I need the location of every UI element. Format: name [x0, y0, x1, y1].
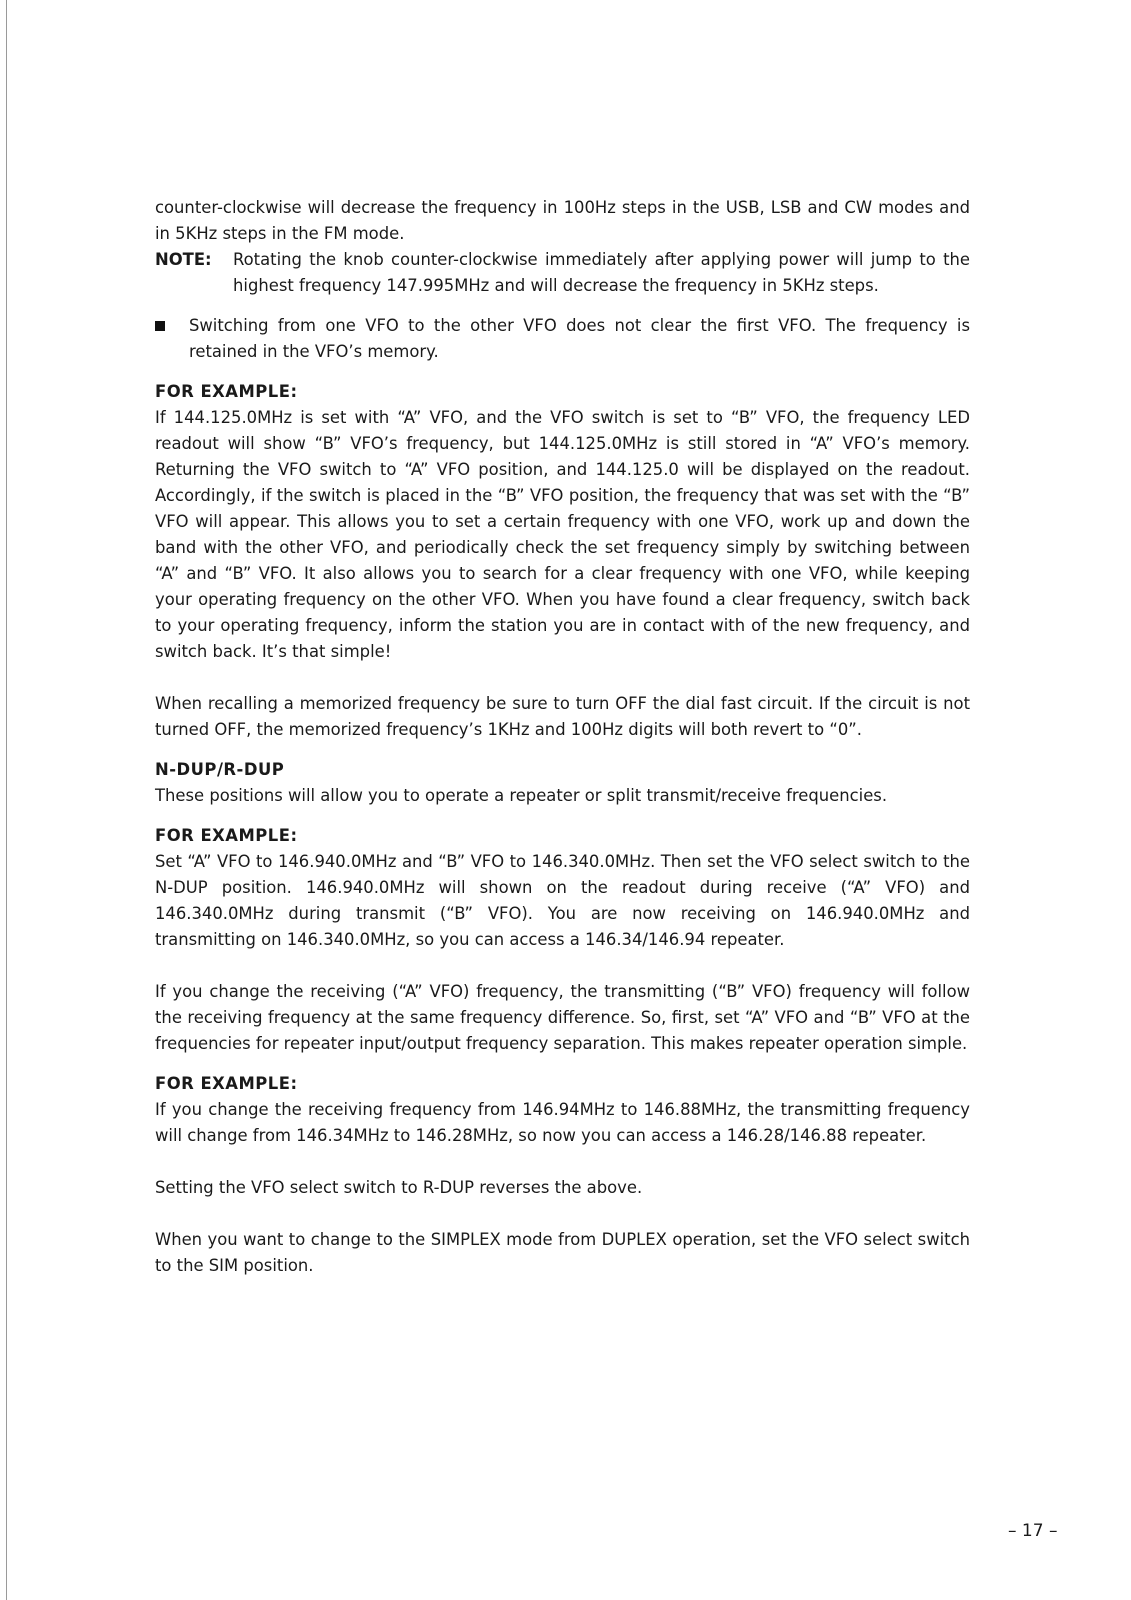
example-1-text: If 144.125.0MHz is set with “A” VFO, and the VFO switch is set to “B” VFO, the frequency LED readout will show “B” VFO’s frequency, but 144.125.0MHz is still stored in “A” VFO’s memory. Returning the VFO switch to “A” VFO position, and 144.125.0 will be displayed on the readout. Accordingly, if the switch is placed in the “B” VFO position, the frequency that was set with the “B” VFO will appear. This allows you to set a certain frequency with one VFO, work up and down the band with the other VFO, and periodically check the set frequency simply by switching between “A” and “B” VFO. It also allows you to search for a clear frequency with one VFO, while keeping your operating frequency on the other VFO. When you have found a clear frequency, switch back to your operating frequency, inform the station you are in contact with of the new frequency, and switch back. It’s that simple!	[155, 408, 970, 661]
example-2-heading: FOR EXAMPLE:	[155, 826, 298, 845]
intro-paragraph: counter-clockwise will decrease the frequency in 100Hz steps in the USB, LSB and CW modes and in 5KHz steps in the FM mode.	[155, 198, 970, 243]
change-paragraph: If you change the receiving (“A” VFO) frequency, the transmitting (“B” VFO) frequency will follow the receiving frequency at the same frequency difference. So, first, set “A” VFO and “B” VFO at the frequencies for repeater input/output frequency separation. This makes repeater operation simple.	[155, 982, 970, 1053]
page-number: – 17 –	[1008, 1521, 1058, 1541]
example-3-heading: FOR EXAMPLE:	[155, 1074, 298, 1093]
example-1-heading: FOR EXAMPLE:	[155, 382, 298, 401]
note-block	[155, 247, 970, 299]
bullet-item	[155, 313, 970, 365]
example-3-text: If you change the receiving frequency from 146.94MHz to 146.88MHz, the transmitting frequency will change from 146.34MHz to 146.28MHz, so now you can access a 146.28/146.88 repeater.	[155, 1100, 970, 1145]
ndup-text: These positions will allow you to operate a repeater or split transmit/receive frequencies.	[155, 786, 888, 805]
rdup-paragraph: Setting the VFO select switch to R-DUP reverses the above.	[155, 1178, 643, 1197]
note-text: Rotating the knob counter-clockwise immediately after applying power will jump to the highest frequency 147.995MHz and will decrease the frequency in 5KHz steps.	[233, 250, 970, 295]
example-2-text: Set “A” VFO to 146.940.0MHz and “B” VFO to 146.340.0MHz. Then set the VFO select switch to the N-DUP position. 146.940.0MHz will shown on the readout during receive (“A” VFO) and 146.340.0MHz during transmit (“B” VFO). You are now receiving on 146.940.0MHz and transmitting on 146.340.0MHz, so you can access a 146.34/146.94 repeater.	[155, 852, 970, 949]
ndup-heading: N-DUP/R-DUP	[155, 760, 285, 779]
recall-paragraph: When recalling a memorized frequency be sure to turn OFF the dial fast circuit. If the circuit is not turned OFF, the memorized frequency’s 1KHz and 100Hz digits will both revert to “0”.	[155, 694, 970, 739]
simplex-paragraph: When you want to change to the SIMPLEX mode from DUPLEX operation, set the VFO select switch to the SIM position.	[155, 1230, 970, 1275]
note-label: NOTE:	[155, 250, 212, 269]
square-bullet-icon	[155, 321, 165, 331]
page-content	[155, 195, 970, 1279]
bullet-text: Switching from one VFO to the other VFO does not clear the first VFO. The frequency is retained in the VFO’s memory.	[189, 316, 970, 361]
scan-edge-line	[6, 0, 7, 1600]
